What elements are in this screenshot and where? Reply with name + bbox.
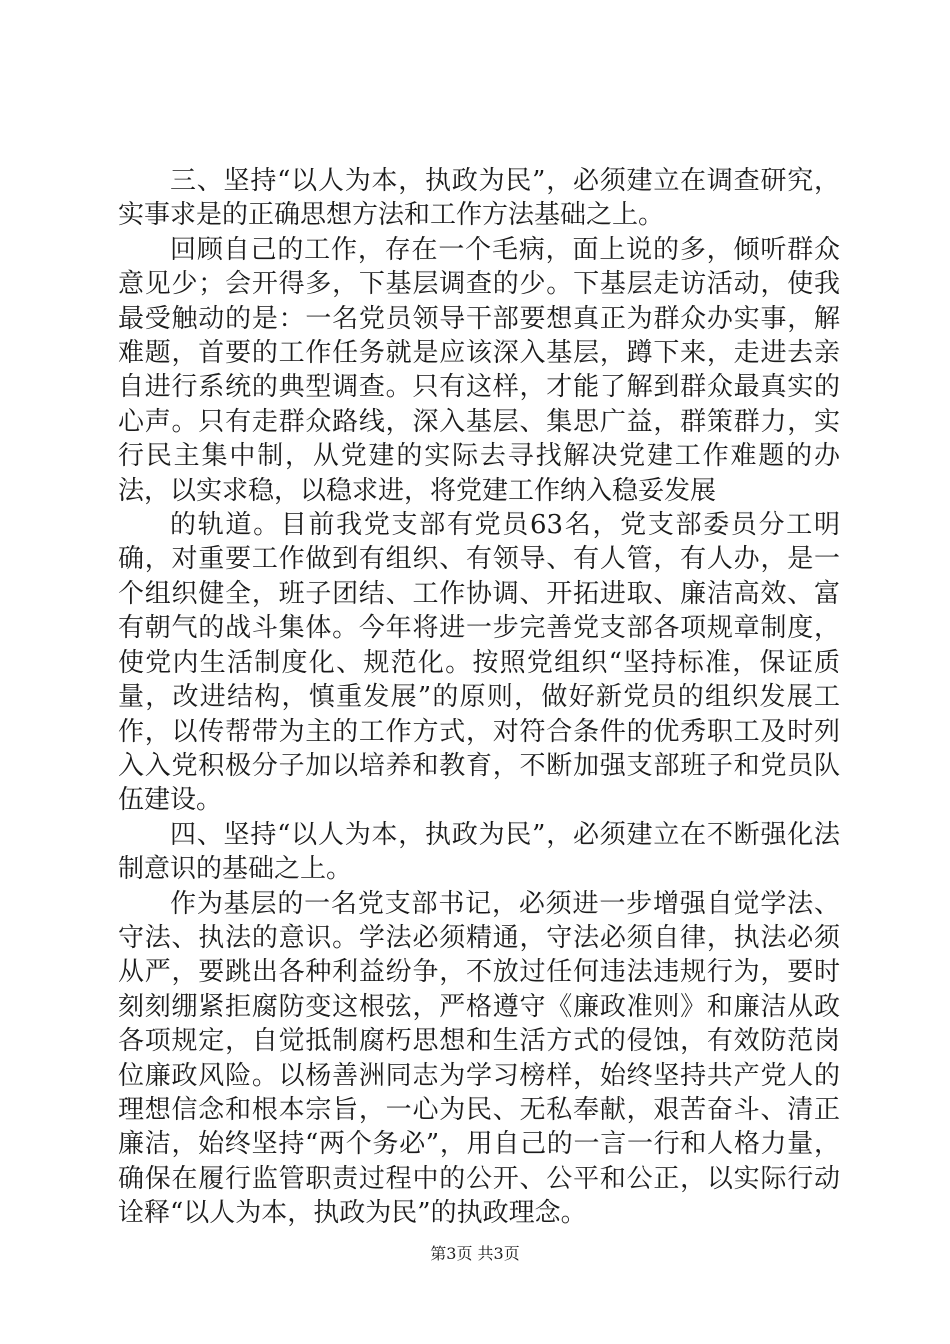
paragraph-party-branch-status: 的轨道。目前我党支部有党员63名，党支部委员分工明确，对重要工作做到有组织、有领导、有人管，有人办，是一个组织健全，班子团结、工作协调、开拓进取、廉洁高效、富有朝气的战斗集体。今年将进一步完善党支部各项规章制度，使党内生活制度化、规范化。按照党组织“坚持标准，保证质量，改进结构，慎重发展”的原则，做好新党员的组织发展工作，以传帮带为主的工作方式，对符合条件的优秀职工及时列入入党积极分子加以培养和教育，不断加强支部班子和党员队伍建设。 <box>118 510 840 816</box>
document-body <box>118 164 840 1231</box>
page-footer: 第3页 共3页 <box>430 1244 520 1263</box>
paragraph-section-four-heading: 四、坚持“以人为本，执政为民”，必须建立在不断强化法制意识的基础之上。 <box>118 819 840 885</box>
paragraph-section-three-heading: 三、坚持“以人为本，执政为民”，必须建立在调查研究，实事求是的正确思想方法和工作方法基础之上。 <box>118 166 840 231</box>
paragraph-self-review: 回顾自己的工作，存在一个毛病，面上说的多，倾听群众意见少；会开得多，下基层调查的少。下基层走访活动，使我最受触动的是：一名党员领导干部要想真正为群众办实事，解难题，首要的工作任务就是应该深入基层，蹲下来，走进去亲自进行系统的典型调查。只有这样，才能了解到群众最真实的心声。只有走群众路线，深入基层、集思广益，群策群力，实行民主集中制，从党建的实际去寻找解决党建工作难题的办法，以实求稳，以稳求进，将党建工作纳入稳妥发展 <box>118 234 840 506</box>
paragraph-legal-awareness: 作为基层的一名党支部书记，必须进一步增强自觉学法、守法、执法的意识。学法必须精通，守法必须自律，执法必须从严，要跳出各种利益纷争，不放过任何违法违规行为，要时刻刻绷紧拒腐防变这根弦，严格遵守《廉政准则》和廉洁从政各项规定，自觉抵制腐朽思想和生活方式的侵蚀，有效防范岗位廉政风险。以杨善洲同志为学习榜样，始终坚持共产党人的理想信念和根本宗旨，一心为民、无私奉献，艰苦奋斗、清正廉洁，始终坚持“两个务必”，用自己的一言一行和人格力量，确保在履行监管职责过程中的公开、公平和公正，以实际行动诠释“以人为本，执政为民”的执政理念。 <box>118 888 840 1229</box>
